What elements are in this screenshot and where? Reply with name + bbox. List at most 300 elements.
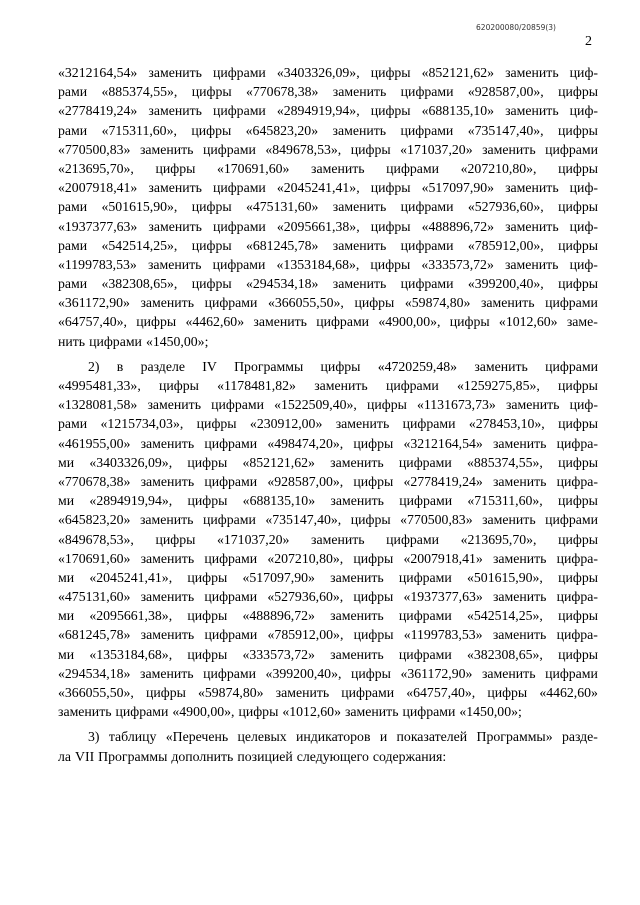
word: «2007918,41»	[58, 180, 138, 196]
word: цифры	[187, 454, 228, 470]
word: цифрами	[400, 276, 454, 292]
word: цифрами	[212, 103, 266, 119]
word: цифры	[350, 512, 391, 528]
word: цифры	[558, 122, 598, 138]
document-id: 620200080/20859(3)	[476, 23, 556, 32]
word: заменить	[314, 378, 368, 393]
word: «4720259,48»	[377, 358, 458, 374]
word: «64757,40»,	[406, 685, 476, 700]
word: «3403326,09»,	[276, 65, 360, 80]
word: заменить	[492, 473, 547, 489]
word: «735147,40»,	[467, 122, 544, 138]
word: заменить	[253, 314, 307, 330]
text-line	[58, 82, 598, 101]
word: цифрами	[204, 627, 258, 643]
word: заменить	[330, 608, 384, 624]
text-line	[58, 414, 598, 433]
word: заменить	[481, 665, 536, 681]
text-line	[58, 606, 598, 625]
word: циф-	[569, 256, 598, 272]
word: цифрами	[212, 65, 266, 80]
word: цифры	[558, 416, 598, 432]
word: ми	[58, 569, 75, 585]
word: цифрами	[115, 704, 169, 720]
word: «171037,20»	[216, 531, 290, 547]
text-line	[58, 683, 598, 702]
word: цифра-	[556, 435, 598, 451]
word: цифры	[238, 704, 279, 720]
word: «366055,50»,	[267, 295, 344, 311]
word: цифры	[558, 646, 598, 662]
word: дополнить	[171, 748, 234, 764]
word: «1199783,53»	[58, 256, 137, 272]
word: цифры	[449, 314, 490, 330]
word: цифрами	[204, 295, 258, 311]
word: цифрами	[204, 589, 258, 605]
word: «230912,00»	[249, 416, 323, 432]
word: цифрами	[212, 256, 266, 272]
word: цифры	[351, 665, 391, 681]
word: «498474,20»,	[267, 435, 344, 451]
word: «1937377,63»	[403, 589, 483, 605]
word: цифры	[191, 237, 232, 253]
word: заменить	[330, 646, 384, 662]
word: «361172,90»	[400, 665, 473, 681]
word: «294534,18»	[58, 665, 131, 681]
word: «64757,40»,	[58, 314, 127, 330]
word: «517097,90»	[421, 180, 495, 196]
text-line	[58, 568, 598, 587]
word: цифры	[370, 180, 411, 196]
word: цифрами	[545, 358, 598, 374]
word: цифры	[487, 685, 528, 700]
word: «2045241,41»,	[89, 569, 173, 585]
word: рами	[58, 84, 88, 100]
word: заменить	[148, 103, 202, 119]
word: цифры	[191, 84, 232, 100]
word: циф-	[569, 180, 598, 196]
word: заменить	[147, 397, 201, 413]
word: заменить	[139, 512, 194, 528]
word: «461955,00»	[58, 435, 131, 451]
word: цифрами	[204, 473, 258, 489]
word: «2778419,24»	[403, 473, 483, 489]
word: цифрами	[204, 550, 258, 566]
text-line	[58, 255, 598, 274]
word: цифрами	[398, 569, 452, 585]
word: «2045241,41»,	[276, 180, 360, 196]
word: цифры	[320, 358, 361, 374]
word: заменить	[332, 122, 387, 138]
word: цифры	[353, 473, 394, 489]
word: «475131,60»	[58, 589, 131, 605]
word: «278453,10»,	[468, 416, 545, 432]
word: «3403326,09»,	[89, 454, 173, 470]
word: цифры	[353, 589, 394, 605]
word: цифрами	[204, 435, 258, 451]
word: «770678,38»	[58, 473, 131, 489]
word: цифры	[187, 569, 228, 585]
word: «207210,80»,	[267, 550, 344, 566]
text-line	[58, 645, 598, 664]
word: заменить	[474, 358, 528, 374]
word: цифра-	[556, 589, 598, 605]
word: «294534,18»	[245, 276, 319, 292]
word: циф-	[569, 103, 598, 119]
word: «885374,55»,	[101, 84, 178, 100]
word: цифрами	[545, 141, 598, 157]
word: «1012,60»	[282, 704, 341, 720]
word: «333573,72»	[242, 646, 315, 662]
word: заменить	[140, 473, 195, 489]
word: цифры	[159, 378, 199, 393]
text-line	[58, 530, 598, 549]
word: заменить	[330, 493, 384, 509]
word: ми	[58, 493, 75, 509]
word: цифры	[370, 65, 411, 80]
word: цифры	[558, 237, 598, 253]
word: цифры	[187, 646, 228, 662]
word: «688135,10»	[421, 103, 495, 119]
word: «1522509,40»,	[274, 397, 357, 413]
word: цифрами	[400, 84, 454, 100]
word: заменить	[492, 627, 547, 643]
word: цифры	[187, 493, 228, 509]
word: цифры	[155, 160, 196, 176]
text-line	[58, 121, 598, 140]
word: «399200,40»,	[265, 665, 342, 681]
word: заменить	[504, 256, 559, 272]
word: «928587,00»,	[267, 473, 344, 489]
word: разде-	[561, 729, 598, 745]
text-line	[58, 549, 598, 568]
word: «2778419,24»	[58, 103, 138, 119]
word: цифрами	[385, 378, 439, 393]
text-line	[58, 332, 598, 351]
word: цифры	[191, 276, 232, 292]
word: «213695,70»,	[58, 160, 134, 176]
word: цифры	[353, 435, 394, 451]
word: заменить	[58, 704, 112, 720]
word: рами	[58, 276, 88, 292]
word: заменить	[148, 180, 202, 196]
word: «2095661,38»,	[89, 608, 173, 624]
text-line	[58, 101, 598, 120]
word: «849678,53»,	[58, 531, 134, 547]
word: цифрами	[400, 237, 454, 253]
word: «171037,20»	[400, 141, 473, 157]
word: «527936,60»,	[467, 199, 544, 215]
word: цифры	[191, 122, 232, 138]
word: цифрами	[398, 608, 452, 624]
word: «488896,72»	[421, 218, 495, 234]
word: цифры	[146, 685, 186, 700]
word: VII	[75, 748, 95, 764]
word: заменить	[505, 65, 559, 80]
word: «59874,80»	[404, 295, 471, 311]
word: заменить	[140, 589, 195, 605]
word: цифры	[353, 550, 394, 566]
word: заменить	[148, 65, 202, 80]
word: «928587,00»,	[467, 84, 544, 100]
word: заменить	[332, 199, 387, 215]
word: Программы	[234, 358, 304, 374]
text-line	[58, 587, 598, 606]
word: «1215734,03»,	[100, 416, 184, 432]
text-line	[58, 197, 598, 216]
word: «770678,38»	[245, 84, 319, 100]
word: цифрами	[211, 397, 264, 413]
word: разделе	[140, 358, 185, 374]
word: цифрами	[316, 314, 370, 330]
text-line	[58, 702, 598, 721]
word: цифры	[558, 84, 598, 100]
word: цифры	[370, 256, 411, 272]
word: заменить	[140, 295, 195, 311]
word: цифра-	[556, 550, 598, 566]
word: «475131,60»	[245, 199, 319, 215]
word: циф-	[569, 65, 598, 80]
word: показателей	[396, 729, 468, 745]
word: заменить	[275, 685, 330, 700]
word: заменить	[482, 141, 536, 157]
word: «170691,60»	[58, 550, 131, 566]
word: «501615,90»,	[467, 569, 543, 585]
word: циф-	[569, 397, 598, 413]
text-line	[58, 312, 598, 331]
word: заменить	[505, 218, 559, 234]
word: в	[116, 358, 124, 374]
word: «715311,60»,	[101, 122, 177, 138]
word: заменить	[147, 256, 202, 272]
word: цифры	[558, 531, 598, 547]
word: «735147,40»,	[265, 512, 342, 528]
word: «645823,20»	[245, 122, 319, 138]
word: цифра-	[556, 627, 598, 643]
word: цифрами	[203, 665, 256, 681]
word: заменить	[139, 141, 194, 157]
word: «170691,60»	[216, 160, 290, 176]
text-line	[58, 727, 598, 746]
word: «4900,00»,	[378, 314, 441, 330]
word: цифры	[196, 416, 237, 432]
word: «517097,90»	[242, 569, 315, 585]
word: 3)	[88, 729, 100, 745]
word: позицией	[237, 748, 293, 764]
word: «645823,20»	[58, 512, 131, 528]
text-line	[58, 217, 598, 236]
word: содержания:	[372, 748, 447, 764]
word: циф-	[569, 218, 598, 234]
word: ми	[58, 454, 75, 470]
word: «2894919,94»,	[89, 493, 173, 509]
word: «3212164,54»	[403, 435, 483, 451]
word: цифры	[558, 276, 598, 292]
word: «542514,25»,	[467, 608, 543, 624]
word: заменить	[335, 416, 390, 432]
text-line	[58, 472, 598, 491]
paragraph-p2	[58, 357, 598, 722]
word: «1259275,85»,	[457, 378, 540, 393]
word: рами	[58, 199, 88, 215]
word: следующего	[296, 748, 369, 764]
word: «681245,78»	[58, 627, 131, 643]
word: нить	[58, 333, 86, 349]
word: «4462,60»	[185, 314, 245, 330]
paragraph-p3	[58, 727, 598, 765]
word: заменить	[330, 454, 384, 470]
text-line	[58, 274, 598, 293]
page-number: 2	[585, 34, 592, 49]
word: «715311,60»,	[467, 493, 543, 509]
word: цифрами	[203, 141, 256, 157]
text-line	[58, 357, 598, 376]
word: заменить	[148, 218, 202, 234]
text-line	[58, 236, 598, 255]
document-body	[58, 63, 598, 766]
word: цифрами	[341, 685, 395, 700]
word: таблицу	[108, 729, 157, 745]
word: цифрами	[400, 199, 454, 215]
word: «542514,25»,	[101, 237, 178, 253]
word: рами	[58, 122, 88, 138]
word: заменить	[344, 704, 399, 720]
word: заменить	[140, 627, 195, 643]
word: цифры	[558, 160, 598, 176]
word: «3212164,54»	[58, 65, 138, 80]
word: «2007918,41»	[403, 550, 483, 566]
word: цифрами	[399, 493, 453, 509]
word: «785912,00»,	[267, 627, 344, 643]
word: 2)	[88, 358, 100, 374]
word: цифры	[187, 608, 228, 624]
word: «688135,10»	[242, 493, 316, 509]
word: цифрами	[398, 454, 452, 470]
word: «885374,55»,	[467, 454, 543, 470]
word: заменить	[332, 276, 387, 292]
word: заменить	[311, 160, 365, 176]
word: «1178481,82»	[217, 378, 296, 393]
word: «4462,60»	[539, 685, 598, 700]
word: ми	[58, 646, 75, 662]
word: заменить	[505, 180, 559, 196]
word: заменить	[505, 103, 559, 119]
text-line	[58, 178, 598, 197]
word: «770500,83»	[58, 141, 131, 157]
word: «785912,00»,	[467, 237, 544, 253]
word: «333573,72»	[421, 256, 494, 272]
word: «1353184,68»,	[276, 256, 360, 272]
text-line	[58, 376, 598, 395]
word: заменить	[492, 589, 547, 605]
word: заменить	[332, 237, 387, 253]
word: цифрами	[89, 333, 142, 349]
word: «501615,90»,	[101, 199, 178, 215]
word: «207210,80»,	[460, 160, 537, 176]
word: цифрами	[545, 512, 598, 528]
word: цифры	[370, 103, 411, 119]
word: цифра-	[556, 473, 598, 489]
word: «1450,00»;	[459, 704, 522, 720]
word: цифры	[558, 569, 598, 585]
word: «59874,80»	[197, 685, 264, 700]
text-line	[58, 491, 598, 510]
text-line	[58, 63, 598, 82]
word: Программы»	[476, 729, 553, 745]
text-line	[58, 664, 598, 683]
text-line	[58, 453, 598, 472]
word: цифрами	[203, 512, 256, 528]
word: «4995481,33»,	[58, 378, 141, 393]
word: «1937377,63»	[58, 218, 138, 234]
word: «1328081,58»	[58, 397, 138, 413]
word: заменить	[480, 295, 535, 311]
word: цифры	[354, 295, 395, 311]
word: целевых	[237, 729, 287, 745]
word: цифрами	[398, 646, 452, 662]
word: «488896,72»	[242, 608, 315, 624]
word: «399200,40»,	[467, 276, 544, 292]
word: IV	[202, 358, 217, 374]
word: «1353184,68»,	[89, 646, 173, 662]
word: рами	[58, 416, 88, 432]
word: цифры	[558, 378, 598, 393]
word: «366055,50»,	[58, 685, 134, 700]
text-line	[58, 140, 598, 159]
word: цифры	[367, 397, 407, 413]
word: «527936,60»,	[267, 589, 344, 605]
text-line	[58, 293, 598, 312]
word: «681245,78»	[245, 237, 319, 253]
word: «1012,60»	[498, 314, 558, 330]
text-line	[58, 159, 598, 178]
word: «361172,90»	[58, 295, 130, 311]
word: заменить	[332, 84, 387, 100]
word: «770500,83»	[400, 512, 473, 528]
word: заменить	[505, 397, 560, 413]
text-line	[58, 625, 598, 644]
word: заменить	[311, 531, 365, 547]
word: цифры	[370, 218, 411, 234]
word: цифры	[155, 531, 196, 547]
word: цифры	[136, 314, 177, 330]
word: «2894919,94»,	[276, 103, 360, 119]
word: цифрами	[402, 704, 456, 720]
text-line	[58, 510, 598, 529]
word: цифрами	[212, 180, 266, 196]
word: заменить	[140, 550, 195, 566]
word: «213695,70»,	[460, 531, 537, 547]
word: цифрами	[402, 416, 456, 432]
word: «4900,00»,	[172, 704, 235, 720]
word: «1131673,73»	[417, 397, 496, 413]
word: ла	[58, 748, 72, 764]
word: «Перечень	[165, 729, 229, 745]
word: «852121,62»	[242, 454, 315, 470]
word: цифрами	[212, 218, 266, 234]
word: «852121,62»	[421, 65, 495, 80]
word: цифры	[350, 141, 391, 157]
word: «2095661,38»,	[276, 218, 360, 234]
word: заме-	[566, 314, 598, 330]
word: «382308,65»,	[101, 276, 178, 292]
word: Программы	[98, 748, 168, 764]
text-line	[58, 747, 598, 766]
word: цифрами	[545, 665, 598, 681]
word: «1450,00»;	[145, 333, 209, 349]
word: «382308,65»,	[467, 646, 543, 662]
word: цифры	[558, 608, 598, 624]
